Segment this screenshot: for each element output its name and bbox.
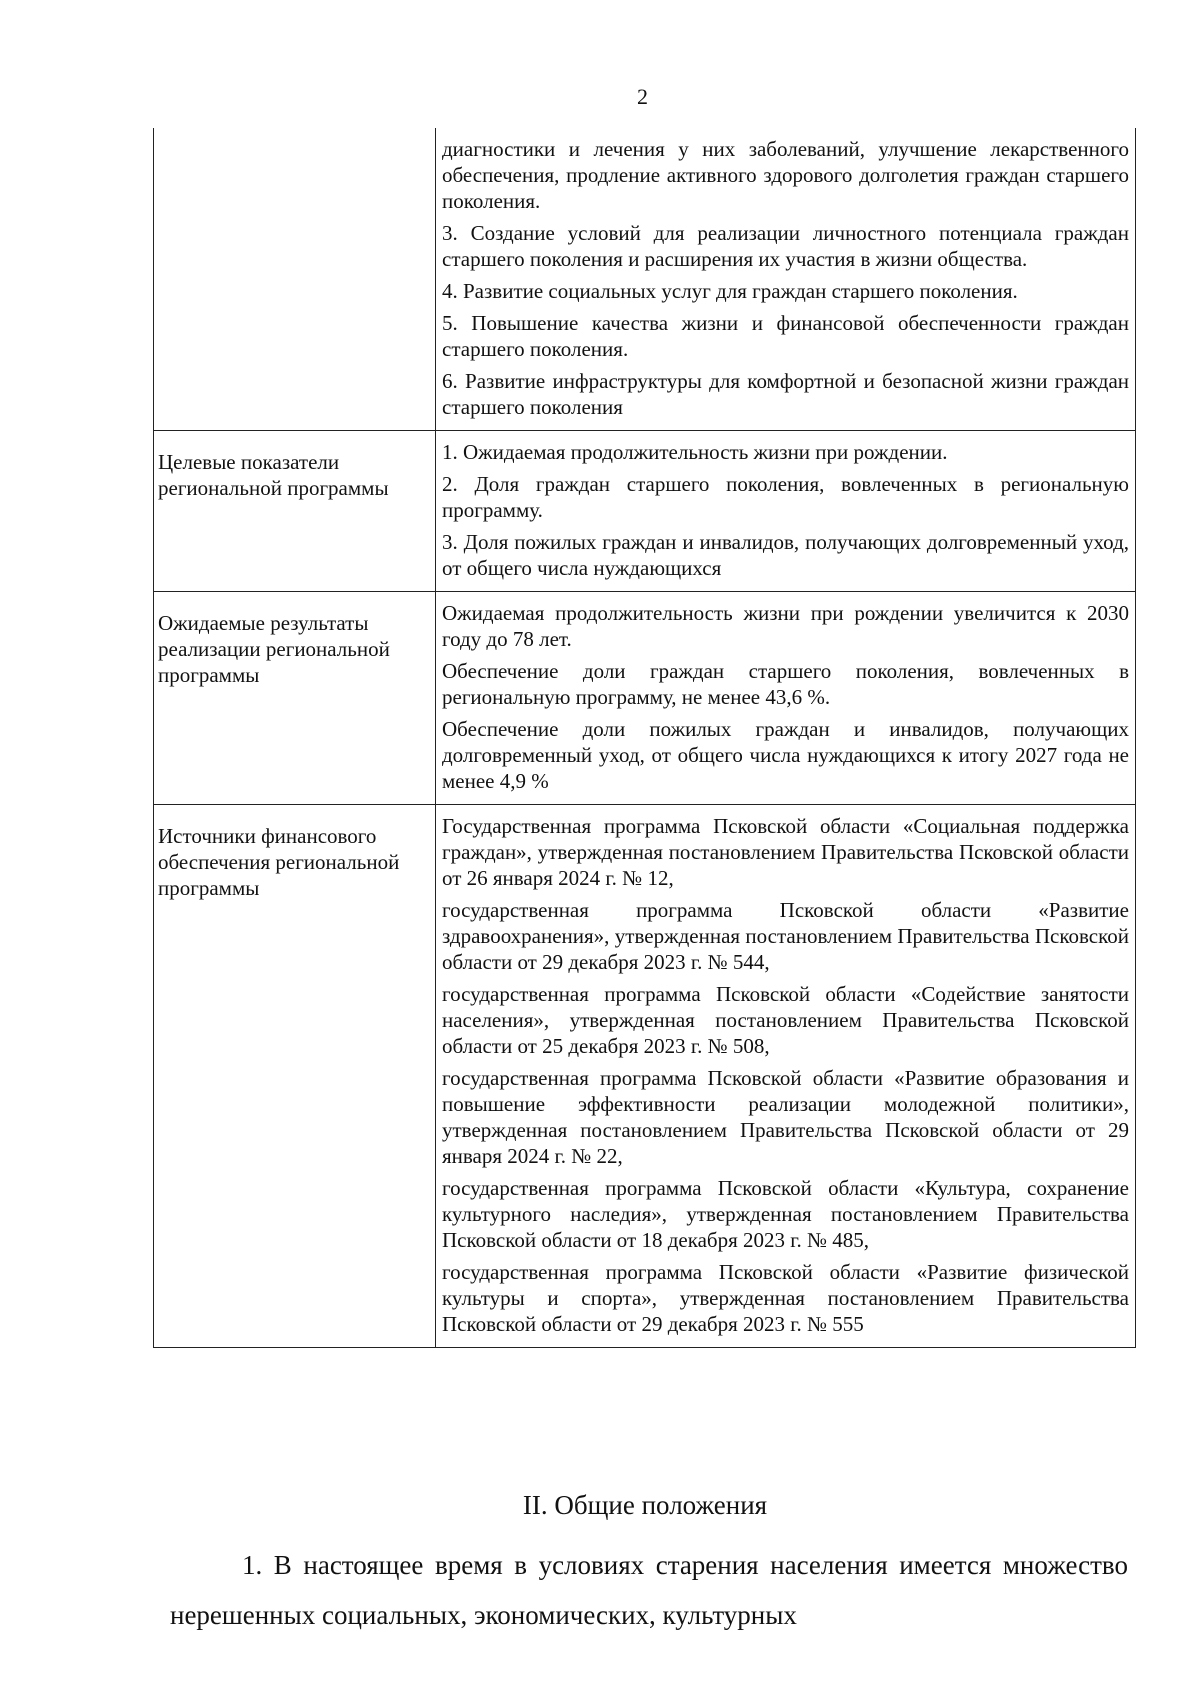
- content-paragraph: Государственная программа Псковской области «Социальная поддержка граждан», утвержденная постановлением Правительства Псковской области от 26 января 2024 г. № 12,: [442, 814, 1129, 890]
- content-paragraph: 6. Развитие инфраструктуры для комфортной и безопасной жизни граждан старшего поколения: [442, 369, 1129, 419]
- content-paragraph: государственная программа Псковской области «Содействие занятости населения», утвержденная постановлением Правительства Псковской области от 25 декабря 2023 г. № 508,: [442, 982, 1129, 1058]
- content-paragraph: 1. Ожидаемая продолжительность жизни при рождении.: [442, 440, 948, 464]
- row-label: Целевые показатели региональной программы: [154, 431, 436, 592]
- content-paragraph: 5. Повышение качества жизни и финансовой обеспеченности граждан старшего поколения.: [442, 311, 1129, 361]
- content-paragraph: 2. Доля граждан старшего поколения, вовлеченных в региональную программу.: [442, 472, 1129, 522]
- content-paragraph: государственная программа Псковской области «Культура, сохранение культурного наследия», утвержденная постановлением Правительства Псковской области от 18 декабря 2023 г. № 485,: [442, 1176, 1129, 1252]
- table-row: [154, 592, 1136, 805]
- content-paragraph: диагностики и лечения у них заболеваний, улучшение лекарственного обеспечения, продление активного здорового долголетия граждан старшего поколения.: [442, 137, 1129, 213]
- row-label: Источники финансового обеспечения региональной программы: [154, 805, 436, 1348]
- table-row: [154, 128, 1136, 431]
- body-paragraph: 1. В настоящее время в условиях старения населения имеется множество нерешенных социальных, экономических, культурных: [170, 1550, 1128, 1630]
- content-paragraph: государственная программа Псковской области «Развитие образования и повышение эффективности реализации молодежной политики», утвержденная постановлением Правительства Псковской области от 29 января 2024 г. № 22,: [442, 1066, 1129, 1168]
- content-paragraph: государственная программа Псковской области «Развитие здравоохранения», утвержденная постановлением Правительства Псковской области от 29 декабря 2023 г. № 544,: [442, 898, 1129, 974]
- content-paragraph: Ожидаемая продолжительность жизни при рождении увеличится к 2030 году до 78 лет.: [442, 601, 1129, 651]
- row-label: Ожидаемые результаты реализации региональной программы: [154, 592, 436, 805]
- table-row: [154, 431, 1136, 592]
- content-paragraph: государственная программа Псковской области «Развитие физической культуры и спорта», утвержденная постановлением Правительства Псковской области от 29 декабря 2023 г. № 555: [442, 1260, 1129, 1336]
- table-row: [154, 805, 1136, 1348]
- row-content: [436, 431, 1136, 592]
- program-passport-table: [153, 128, 1136, 1348]
- row-content: [436, 592, 1136, 805]
- content-paragraph: Обеспечение доли граждан старшего поколения, вовлеченных в региональную программу, не менее 43,6 %.: [442, 659, 1129, 709]
- row-content: [436, 128, 1136, 431]
- row-content: [436, 805, 1136, 1348]
- content-paragraph: Обеспечение доли пожилых граждан и инвалидов, получающих долговременный уход, от общего числа нуждающихся к итогу 2027 года не менее 4,9 %: [442, 717, 1129, 793]
- content-paragraph: 3. Создание условий для реализации личностного потенциала граждан старшего поколения и расширения их участия в жизни общества.: [442, 221, 1129, 271]
- row-label: [154, 128, 436, 431]
- content-paragraph: 3. Доля пожилых граждан и инвалидов, получающих долговременный уход, от общего числа нуждающихся: [442, 530, 1129, 580]
- page-number: 2: [637, 84, 648, 109]
- section-heading: II. Общие положения: [522, 1490, 768, 1520]
- content-paragraph: 4. Развитие социальных услуг для граждан старшего поколения.: [442, 279, 1018, 303]
